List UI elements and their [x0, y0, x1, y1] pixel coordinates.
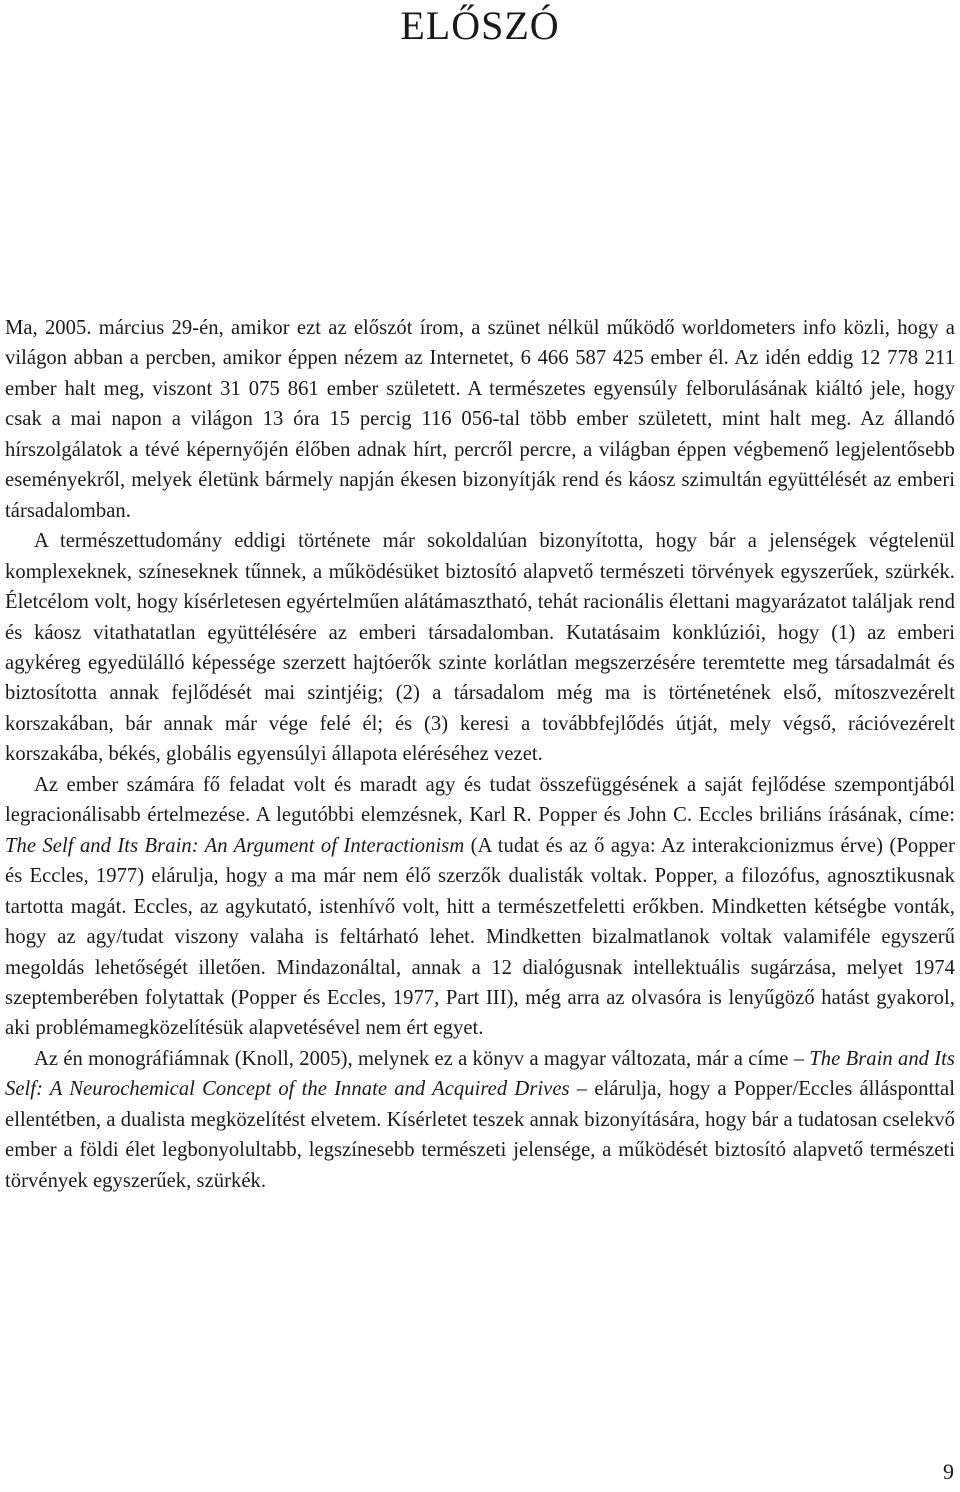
paragraph-2: A természettudomány eddigi története már sokoldalúan bizonyította, hogy bár a jelenségek végtelenül komplexeknek, színeseknek tűnnek, a működésüket biztosító alapvető természeti törvények egyszerűek, szürkék. Életcélom volt, hogy kísérletesen egyértelműen alátámasztható, tehát racionális élettani magyarázatot találjak rend és káosz vitathatatlan együttélésére az emberi társadalomban. Kutatásaim konklúziói, hogy (1) az emberi agykéreg egyedülálló képessége szerzett hajtóerők szinte korlátlan megszerzésére teremtette meg társadalmát és biztosította annak fejlődését mai szintjéig; (2) a társadalom még ma is történetének első, mítoszvezérelt korszakában, bár annak már vége felé él; és (3) keresi a továbbfejlődés útját, mely végső, rációvezérelt korszakába, békés, globális egyensúlyi állapota eléréséhez vezet.	[5, 530, 955, 766]
paragraph-4	[5, 1044, 955, 1196]
paragraph-3-book-title: The Self and Its Brain: An Argument of Interactionism	[5, 834, 465, 857]
body-text	[5, 313, 955, 1196]
paragraph-3-text-start: Az ember számára fő feladat volt és maradt agy és tudat összefüggésének a saját fejlődése szempontjából legracionálisabb értelmezése. A legutóbbi elemzésnek, Karl R. Popper és John C. Eccles briliáns írásának, címe:	[5, 773, 955, 827]
page-title: ELŐSZÓ	[400, 3, 560, 48]
paragraph-4-text-start: Az én monográfiámnak (Knoll, 2005), melynek ez a könyv a magyar változata, már a címe –	[34, 1047, 810, 1070]
page-number: 9	[943, 1459, 954, 1484]
paragraph-4-text-end: – elárulja, hogy a Popper/Eccles állásponttal ellentétben, a dualista megközelítést elvetem. Kísérletet teszek annak bizonyítására, hogy bár a tudatosan cselekvő ember a földi élet legbonyolultabb, legszínesebb természeti jelensége, a működését biztosító alapvető természeti törvények egyszerűek, szürkék.	[5, 1078, 955, 1192]
paragraph-3	[5, 770, 955, 1044]
paragraph-4-book-title: The Brain and Its Self: A Neurochemical Concept of the Innate and Acquired Drives	[5, 1047, 955, 1101]
paragraph-3-text-end: (A tudat és az ő agya: Az interakcionizmus érve) (Popper és Eccles, 1977) elárulja, hogy a ma már nem élő szerzők dualisták voltak. Popper, a filozófus, agnosztikusnak tartotta magát. Eccles, az agykutató, istenhívő volt, hitt a természetfeletti erőkben. Mindketten kétségbe vonták, hogy az agy/tudat viszony valaha is feltárható lehet. Mindketten bizalmatlanok voltak valamiféle egyszerű megoldás lehetőségét illetően. Mindazonáltal, annak a 12 dialógusnak intellektuális sugárzása, melyet 1974 szeptemberében folytattak (Popper és Eccles, 1977, Part III), még arra az olvasóra is lenyűgöző hatást gyakorol, aki problémamegközelítésük alapvetésével nem ért egyet.	[5, 834, 955, 1040]
paragraph-1: Ma, 2005. március 29-én, amikor ezt az előszót írom, a szünet nélkül működő worldometers info közli, hogy a világon abban a percben, amikor éppen nézem az Internetet, 6 466 587 425 ember él. Az idén eddig 12 778 211 ember halt meg, viszont 31 075 861 ember született. A természetes egyensúly felborulásának kiáltó jele, hogy csak a mai napon a világon 13 óra 15 percig 116 056-tal több ember született, mint halt meg. Az állandó hírszolgálatok a tévé képernyőjén élőben adnak hírt, percről percre, a világban éppen végbemenő legjelentősebb eseményekről, melyek életünk bármely napján ékesen bizonyítják rend és káosz szimultán együttélését az emberi társadalomban.	[5, 317, 955, 522]
